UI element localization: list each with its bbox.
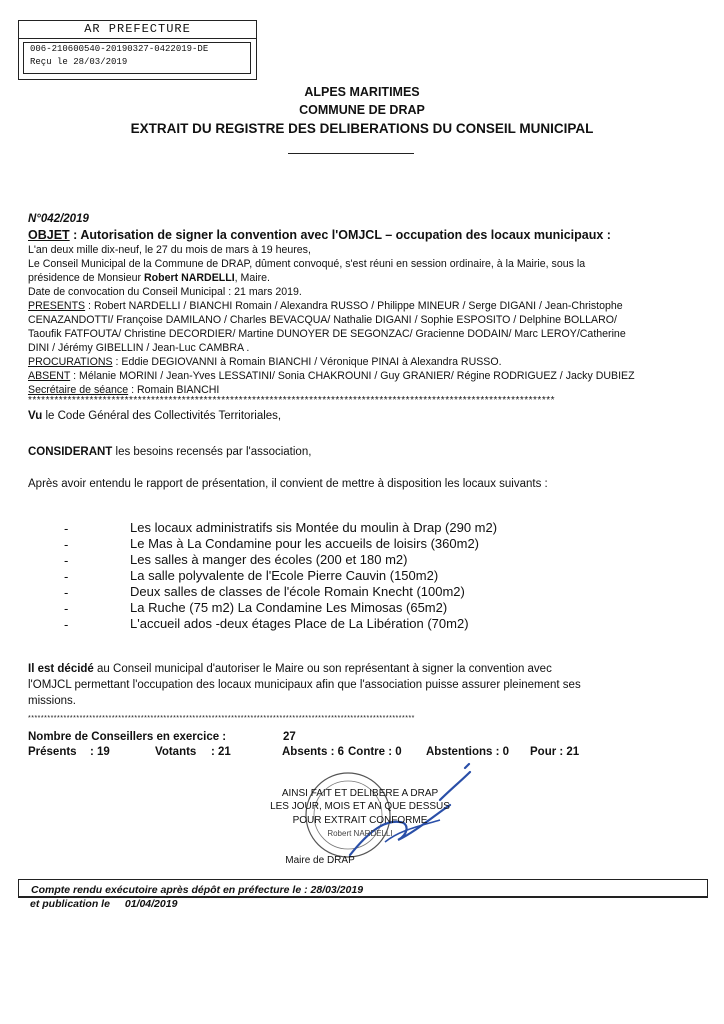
signature-name: Robert NARDELLI [327, 829, 393, 838]
conseillers-en-exercice [28, 731, 296, 743]
vu-text: le Code Général des Collectivités Territoriales, [42, 410, 282, 422]
intro-line-2: Le Conseil Municipal de la Commune de DRAP, dûment convoqué, s'est réuni en session ordinaire, à la Mairie, sous la [28, 258, 586, 270]
presents-line-1 [28, 299, 623, 313]
executoire-text: Compte rendu exécutoire après dépôt en préfecture le : 28/03/2019 [31, 884, 364, 896]
signature-line-2: LES JOUR, MOIS ET AN QUE DESSUS [270, 801, 450, 812]
presidence [28, 271, 270, 285]
separator-stars: ************************************************************************************************************************ [28, 395, 555, 406]
signature-title: Maire de DRAP [285, 855, 355, 866]
convocation-date: Date de convocation du Conseil Municipal : 21 mars 2019. [28, 286, 302, 298]
decision-line-1 [28, 663, 552, 675]
prefecture-stamp [18, 20, 257, 80]
publication-date: 01/04/2019 [124, 898, 178, 910]
secretaire-label: Secrétaire de séance [28, 384, 129, 396]
vu-bold: Vu [28, 410, 43, 422]
absent [28, 369, 635, 383]
list-item: La salle polyvalente de l'Ecole Pierre Cauvin (150m2) [130, 568, 439, 583]
intro-line-1: L'an deux mille dix-neuf, le 27 du mois de mars à 19 heures, [28, 244, 311, 256]
secretaire-text: : Romain BIANCHI [128, 384, 220, 396]
list-item: Les locaux administratifs sis Montée du moulin à Drap (290 m2) [130, 520, 498, 535]
signature-line-3: POUR EXTRAIT CONFORME [292, 815, 428, 826]
separator-stars-2: ************************************************************************************************************************ [28, 715, 415, 722]
presents-label: PRESENTS [28, 300, 86, 312]
vu [28, 410, 281, 422]
procurations-label: PROCURATIONS [28, 356, 113, 368]
votants-count: : 21 [211, 746, 231, 758]
list-item: L'accueil ados -deux étages Place de La Libération (70m2) [130, 616, 469, 631]
decide-bold: Il est décidé [28, 663, 94, 675]
stamp-received: Reçu le 28/03/2019 [30, 57, 128, 67]
list-dash: - [64, 601, 69, 616]
objet-label: OBJET [28, 228, 70, 242]
presents-text-1: : Robert NARDELLI / BIANCHI Romain / Alexandra RUSSO / Philippe MINEUR / Serge DIGANI / Jean-Christophe [85, 300, 623, 312]
contre-count: Contre : 0 [348, 746, 402, 758]
list-dash: - [64, 537, 69, 552]
presidence-prefix: présidence de Monsieur [28, 272, 145, 284]
presents-line-4: DINI / Jérémy GIBELLIN / Jean-Luc CAMBRA . [28, 342, 250, 354]
presents-count: : 19 [90, 746, 110, 758]
presents-count-label: Présents [28, 746, 77, 758]
list-dash: - [64, 585, 69, 600]
list-item: Deux salles de classes de l'école Romain Knecht (100m2) [130, 584, 465, 599]
executoire-box [18, 879, 708, 898]
objet-text: : Autorisation de signer la convention avec l'OMJCL – occupation des locaux municipaux : [69, 228, 611, 242]
decision-line-2: l'OMJCL permettant l'occupation des locaux municipaux afin que l'association puisse assurer pleinement ses [28, 679, 581, 691]
deliberation-number: N°042/2019 [28, 213, 89, 225]
conseillers-value: 27 [283, 731, 296, 743]
publication-label: et publication le [30, 898, 110, 910]
considerant-bold: CONSIDERANT [28, 446, 113, 458]
presents-line-2: CENAZANDOTTI/ Françoise DAMILANO / Charles BEVACQUA/ Nathalie DIGANI / Sophie ESPOSITO / Delphine BOLLARO/ [28, 314, 617, 326]
absent-text: : Mélanie MORINI / Jean-Yves LESSATINI/ Sonia CHAKROUNI / Guy GRANIER/ Régine RODRIGUEZ / Jacky DUBIEZ [70, 370, 635, 382]
absents-count: Absents : 6 [282, 746, 344, 758]
department: ALPES MARITIMES [304, 85, 420, 99]
votants-label: Votants [155, 746, 197, 758]
stamp-reference: 006-210600540-20190327-0422019-DE [30, 44, 209, 54]
objet [28, 228, 611, 242]
procurations [28, 355, 502, 369]
presidence-suffix: , Maire. [234, 272, 270, 284]
abstentions-count: Abstentions : 0 [426, 746, 510, 758]
publication [30, 898, 177, 910]
stamp-details [23, 42, 251, 74]
decide-text-1: au Conseil municipal d'autoriser le Maire ou son représentant à signer la convention avec [93, 663, 552, 675]
procurations-text: : Eddie DEGIOVANNI à Romain BIANCHI / Véronique PINAI à Alexandra RUSSO. [112, 356, 502, 368]
list-dash: - [64, 553, 69, 568]
signature-line-1: AINSI FAIT ET DELIBERE A DRAP [281, 788, 439, 799]
pour-count: Pour : 21 [530, 746, 580, 758]
decision-line-3: missions. [28, 695, 76, 707]
stamp-title: AR PREFECTURE [19, 21, 256, 39]
title-divider [288, 153, 414, 154]
presidence-name: Robert NARDELLI [144, 272, 235, 284]
list-item: La Ruche (75 m2) La Condamine Les Mimosas (65m2) [130, 600, 448, 615]
absent-label: ABSENT [28, 370, 71, 382]
presents-line-3: Taoufik FATFOUTA/ Christine DECORDIER/ Martine DUNOYER DE SEGONZAC/ Gracienne DODAIN/ Marc LEROY/Catherine [28, 328, 626, 340]
list-dash: - [64, 521, 69, 536]
list-item: Le Mas à La Condamine pour les accueils de loisirs (360m2) [130, 536, 480, 551]
considerant [28, 446, 311, 458]
document-title: EXTRAIT DU REGISTRE DES DELIBERATIONS DU CONSEIL MUNICIPAL [130, 121, 594, 136]
commune: COMMUNE DE DRAP [299, 103, 425, 117]
list-dash: - [64, 569, 69, 584]
list-item: Les salles à manger des écoles (200 et 180 m2) [130, 552, 408, 567]
conseillers-label: Nombre de Conseillers en exercice : [28, 731, 227, 743]
considerant-text: les besoins recensés par l'association, [112, 446, 312, 458]
apres: Après avoir entendu le rapport de présentation, il convient de mettre à disposition les locaux suivants : [28, 478, 548, 490]
list-dash: - [64, 617, 69, 632]
